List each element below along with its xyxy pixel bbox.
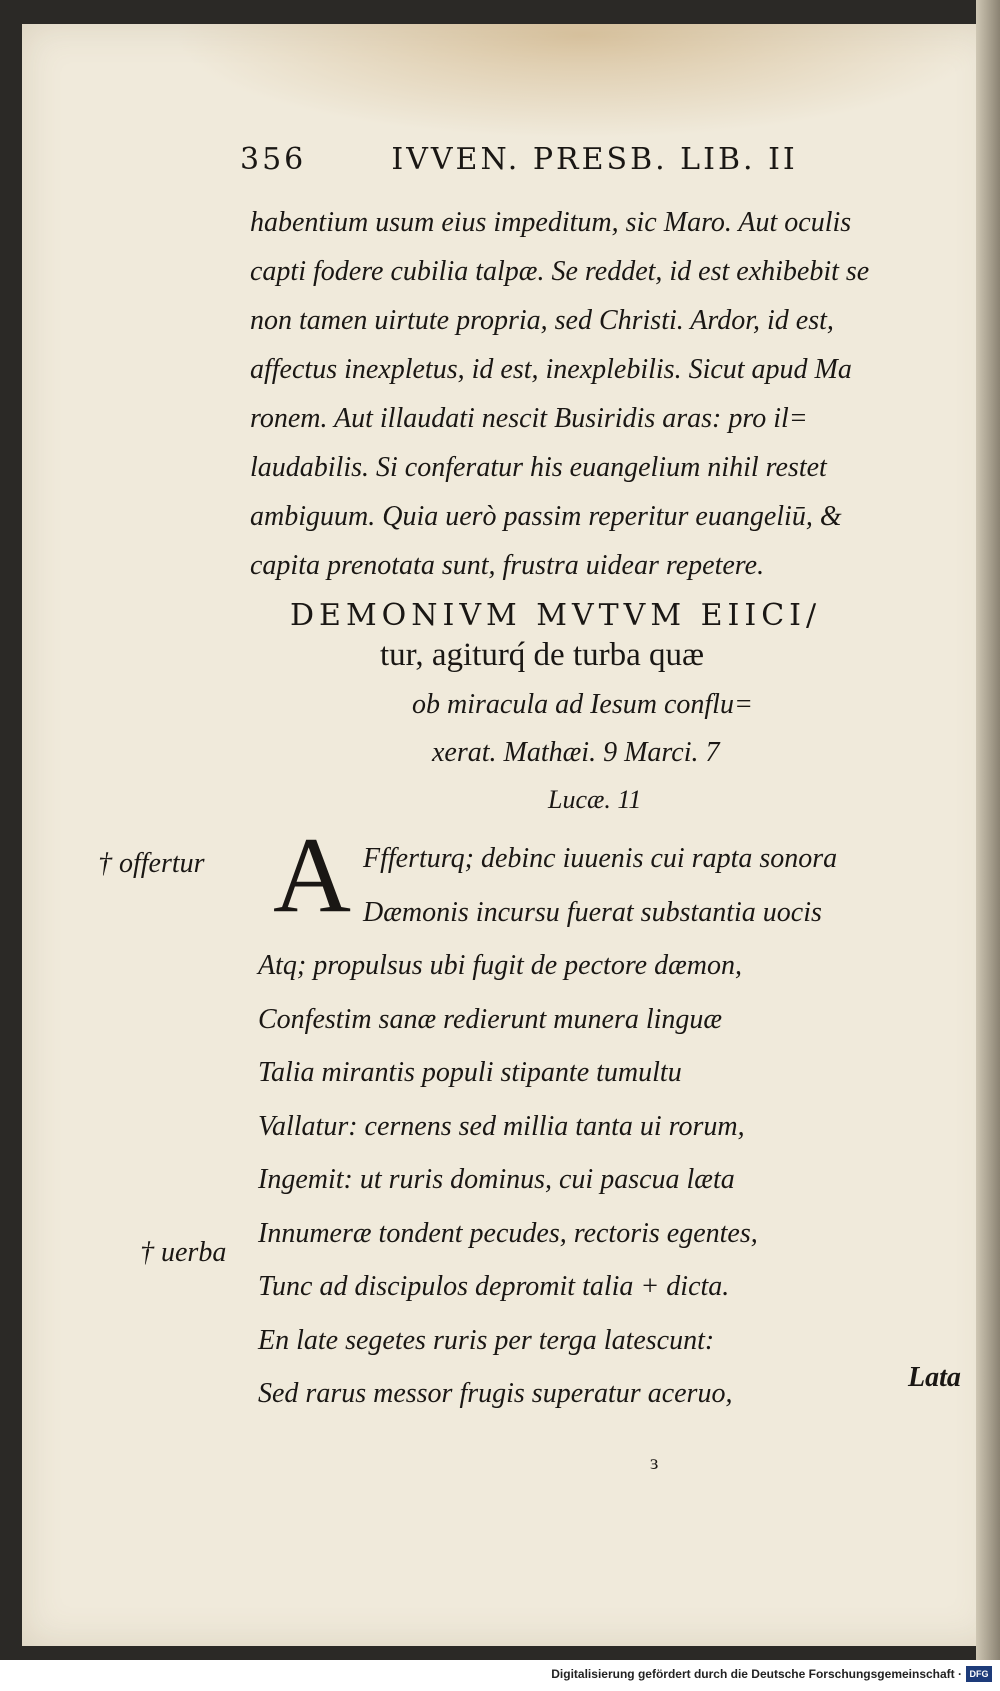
running-title: IVVEN. PRESB. LIB. II [391, 142, 798, 177]
verse-block [258, 832, 837, 1421]
chapter-heading-italic-1: ob miracula ad Iesum conflu= [412, 689, 753, 720]
verse-line: Confestim sanæ redierunt munera linguæ [258, 1003, 723, 1035]
verse-line: Ffferturq; debinc iuuenis cui rapta sonora [363, 843, 838, 874]
digitization-footer [0, 1660, 1000, 1691]
signature-mark: ɜ [650, 1452, 659, 1474]
verse-line: Dæmonis incursu fuerat substantia uocis [363, 896, 822, 928]
running-header [240, 142, 798, 177]
chapter-heading-roman: tur, agiturq́ de turba quæ [380, 637, 705, 673]
commentary-line: non tamen uirtute propria, sed Christi. Ardor, id est, [250, 305, 834, 336]
verse-line: Vallatur: cernens sed millia tanta ui rorum, [258, 1110, 745, 1142]
commentary-line: affectus inexpletus, id est, inexplebilis. Sicut apud Ma [250, 354, 852, 385]
marginal-note: † offertur [98, 848, 205, 879]
verse-line: Innumeræ tondent pecudes, rectoris egentes, [258, 1217, 758, 1249]
commentary-line: capita prenotata sunt, frustra uidear repetere. [250, 550, 765, 581]
footer-credit: Digitalisierung gefördert durch die Deutsche Forschungsgemeinschaft · [551, 1667, 962, 1681]
page-number: 356 [240, 142, 307, 177]
commentary-line: ambiguum. Quia uerò passim reperitur euangeliū, & [250, 501, 842, 532]
commentary-line: ronem. Aut illaudati nescit Busiridis aras: pro il= [250, 403, 808, 434]
verse-line: Talia mirantis populi stipante tumultu [258, 1057, 682, 1088]
verse-line: Tunc ad discipulos depromit talia + dicta. [258, 1271, 730, 1302]
commentary-line: laudabilis. Si conferatur his euangelium nihil restet [250, 452, 827, 483]
drop-cap-initial: A [273, 816, 351, 935]
verse-line: En late segetes ruris per terga latescunt: [258, 1324, 715, 1356]
commentary-line: habentium usum eius impeditum, sic Maro. Aut oculis [250, 207, 852, 238]
dfg-logo-icon: DFG [966, 1666, 992, 1682]
chapter-heading-italic-3: Lucæ. 11 [548, 785, 642, 814]
page-edge [976, 0, 1000, 1691]
water-stain [172, 24, 992, 139]
commentary-block [250, 198, 869, 590]
chapter-heading-italic-2: xerat. Mathæi. 9 Marci. 7 [432, 737, 720, 768]
verse-line: Sed rarus messor frugis superatur aceruo, [258, 1378, 733, 1409]
verse-line: Atq; propulsus ubi fugit de pectore dæmon, [258, 950, 742, 981]
chapter-heading-caps: DEMONIVM MVTVM EIICI/ [290, 598, 822, 633]
catchword: Lata [908, 1362, 961, 1393]
marginal-note: † uerba [140, 1237, 227, 1268]
commentary-line: capti fodere cubilia talpæ. Se reddet, id est exhibebit se [250, 256, 870, 287]
verse-line: Ingemit: ut ruris dominus, cui pascua læta [258, 1164, 735, 1195]
